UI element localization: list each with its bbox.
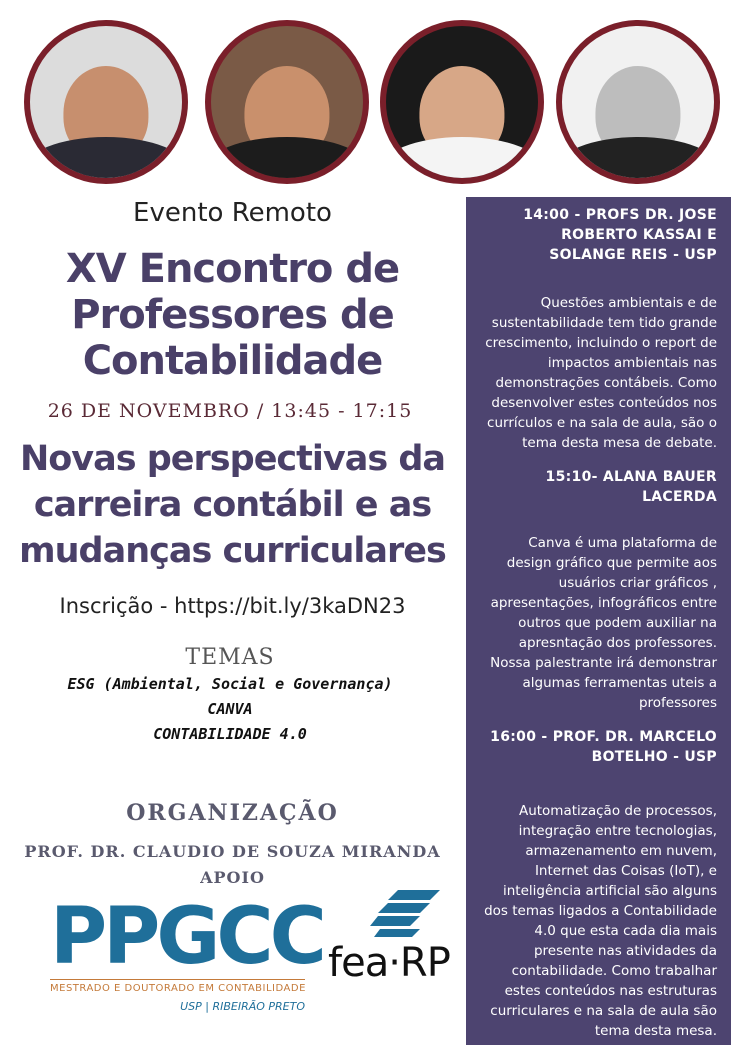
- event-title-line: Contabilidade: [82, 338, 383, 384]
- fearp-logo-word: fea·RP: [328, 940, 450, 986]
- event-type: Evento Remoto: [133, 198, 332, 228]
- ppgcc-logo: [50, 892, 323, 1015]
- ppgcc-logo-university: USP | RIBEIRÃO PRETO: [180, 1000, 305, 1013]
- schedule-desc-3: Automatização de processos, integração entre tecnologias, armazenamento em nuvem, Internet das Coisas (IoT), e inteligência artificial são alguns dos temas ligados a Contabilidade 4.0 que esta cada dia mais presente nas atividades da contabilidade. Como trabalhar estes conteúdos nas estruturas curriculares e na sala de aula são tema desta mesa.: [484, 803, 717, 1039]
- registration-link[interactable]: Inscrição - https://bit.ly/3kaDN23: [59, 594, 406, 618]
- event-subtitle: [0, 436, 465, 574]
- ppgcc-logo-word: PPGCC: [50, 892, 323, 982]
- ppgcc-logo-subtitle: MESTRADO E DOUTORADO EM CONTABILIDADE: [50, 979, 305, 994]
- organizer-name: PROF. DR. CLAUDIO DE SOUZA MIRANDA: [24, 842, 441, 861]
- schedule-desc-2: Canva é uma plataforma de design gráfico que permite aos usuários criar gráficos , apresentações, infográficos entre outros que podem auxiliar na apresntação dos professores. Nossa palestrante irá demonstrar algumas ferramentas uteis a professores: [490, 535, 717, 711]
- event-date: 26 DE NOVEMBRO / 13:45 - 17:15: [47, 400, 413, 422]
- schedule-speaker-1: 14:00 - PROFS DR. JOSE ROBERTO KASSAI E SOLANGE REIS - USP: [523, 207, 717, 263]
- fearp-logo: [328, 890, 463, 1000]
- schedule-desc-1: Questões ambientais e de sustentabilidade tem tido grande crescimento, incluindo o report de impactos ambientais nas demonstrações contábeis. Como desenvolver estes conteúdos nos currículos e na sala de aula, são o tema desta mesa de debate.: [485, 295, 717, 451]
- theme-item: CONTABILIDADE 4.0: [153, 725, 307, 743]
- support-label: APOIO: [200, 868, 265, 887]
- schedule-speaker-2: 15:10- ALANA BAUER LACERDA: [545, 469, 717, 505]
- speaker-photo-2: [205, 20, 369, 184]
- themes-list: [0, 672, 460, 747]
- theme-item: CANVA: [207, 700, 253, 718]
- speaker-photo-3: [380, 20, 544, 184]
- themes-title: TEMAS: [185, 645, 275, 670]
- event-title-line: XV Encontro de: [65, 246, 400, 292]
- event-title: [0, 246, 465, 384]
- event-title-line: Professores de: [71, 292, 394, 338]
- schedule-speaker-3: 16:00 - PROF. DR. MARCELO BOTELHO - USP: [490, 729, 717, 765]
- fearp-stripes-icon: [370, 890, 440, 945]
- subtitle-line: mudanças curriculares: [19, 531, 446, 571]
- subtitle-line: carreira contábil e as: [33, 485, 432, 525]
- speaker-photo-1: [24, 20, 188, 184]
- theme-item: ESG (Ambiental, Social e Governança): [67, 675, 393, 693]
- subtitle-line: Novas perspectivas da: [19, 439, 446, 479]
- organization-title: ORGANIZAÇÃO: [126, 800, 339, 826]
- schedule-panel: [466, 197, 731, 1045]
- speaker-photo-4: [556, 20, 720, 184]
